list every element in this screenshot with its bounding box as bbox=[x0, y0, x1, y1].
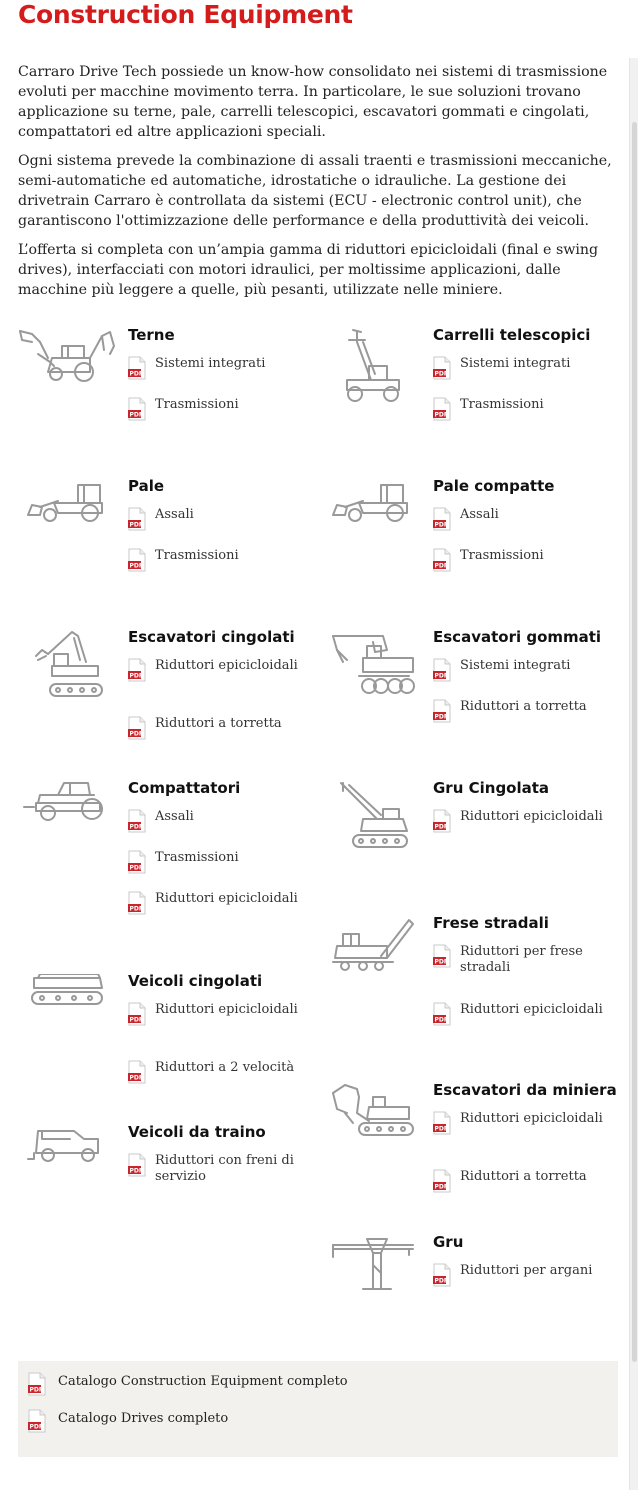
pdf-link-label: Trasmissioni bbox=[460, 397, 544, 412]
pdf-icon bbox=[128, 1002, 146, 1026]
pdf-link-label: Riduttori a torretta bbox=[155, 716, 282, 731]
category-title: Escavatori da miniera bbox=[433, 1081, 617, 1099]
pdf-icon bbox=[433, 1169, 451, 1193]
svg-text:PDF: PDF bbox=[129, 411, 143, 419]
svg-text:PDF: PDF bbox=[434, 1016, 448, 1024]
svg-text:PDF: PDF bbox=[434, 672, 448, 680]
pdf-link-label: Riduttori epicicloidali bbox=[460, 809, 603, 824]
pdf-icon bbox=[128, 1153, 146, 1177]
pdf-link-label: Riduttori per frese stradali bbox=[460, 944, 583, 975]
road-milling-icon bbox=[323, 916, 423, 996]
pdf-icon bbox=[433, 699, 451, 723]
pdf-icon bbox=[433, 944, 451, 968]
svg-text:PDF: PDF bbox=[434, 562, 448, 570]
tower-crane-icon bbox=[323, 1235, 423, 1315]
page-title: Construction Equipment bbox=[18, 0, 353, 29]
svg-text:PDF: PDF bbox=[129, 730, 143, 738]
pdf-link-label: Assali bbox=[155, 507, 194, 522]
compactor-icon bbox=[18, 781, 118, 861]
svg-text:PDF: PDF bbox=[434, 411, 448, 419]
pdf-icon bbox=[433, 1263, 451, 1287]
svg-text:PDF: PDF bbox=[29, 1423, 43, 1431]
pdf-link-label: Assali bbox=[155, 809, 194, 824]
svg-text:PDF: PDF bbox=[129, 370, 143, 378]
svg-text:PDF: PDF bbox=[434, 370, 448, 378]
backhoe-loader-icon bbox=[18, 328, 118, 408]
category-title: Pale bbox=[128, 477, 165, 495]
pdf-link-label: Riduttori epicicloidali bbox=[155, 658, 298, 673]
category-title: Terne bbox=[128, 326, 175, 344]
pdf-icon bbox=[433, 1111, 451, 1135]
pdf-link-label: Riduttori epicicloidali bbox=[155, 891, 298, 906]
crawler-crane-icon bbox=[323, 781, 423, 861]
category-title: Gru Cingolata bbox=[433, 779, 550, 797]
catalog-download-panel bbox=[18, 1361, 618, 1457]
catalog-link-label: Catalogo Drives completo bbox=[58, 1411, 229, 1426]
category-title: Carrelli telescopici bbox=[433, 326, 591, 344]
catalog-link-label: Catalogo Construction Equipment completo bbox=[58, 1374, 348, 1389]
pdf-link-label: Sistemi integrati bbox=[460, 356, 571, 371]
pdf-link-label: Riduttori epicicloidali bbox=[460, 1002, 603, 1017]
pdf-link-label: Sistemi integrati bbox=[155, 356, 266, 371]
pdf-link-label: Riduttori per argani bbox=[460, 1263, 593, 1278]
scrollbar[interactable] bbox=[629, 58, 638, 1490]
compact-loader-icon bbox=[323, 479, 423, 559]
category-title: Escavatori gommati bbox=[433, 628, 602, 646]
crawler-excavator-icon bbox=[18, 630, 118, 710]
pdf-icon bbox=[128, 356, 146, 380]
svg-text:PDF: PDF bbox=[434, 958, 448, 966]
pdf-icon bbox=[128, 397, 146, 421]
category-title: Frese stradali bbox=[433, 914, 549, 932]
pdf-link-label: Riduttori con freni di servizio bbox=[155, 1153, 294, 1184]
pdf-icon bbox=[28, 1409, 46, 1433]
category-title: Veicoli cingolati bbox=[128, 972, 263, 990]
pdf-icon bbox=[433, 397, 451, 421]
pdf-icon bbox=[433, 548, 451, 572]
svg-text:PDF: PDF bbox=[434, 823, 448, 831]
pdf-link-label: Riduttori epicicloidali bbox=[460, 1111, 603, 1126]
pdf-icon bbox=[128, 716, 146, 740]
pdf-icon bbox=[433, 809, 451, 833]
pdf-icon bbox=[128, 1060, 146, 1084]
svg-text:PDF: PDF bbox=[434, 1125, 448, 1133]
pdf-link-label: Sistemi integrati bbox=[460, 658, 571, 673]
pdf-link-label: Riduttori a 2 velocità bbox=[155, 1060, 295, 1075]
intro-paragraph-2: Ogni sistema prevede la combinazione di assali traenti e trasmissioni meccaniche, semi-automatiche ed automatiche, idrostatiche o idrauliche. La gestione dei drivetrain Carraro è controllata da sistemi (ECU - electronic control unit), che garantiscono l'ottimizzazione delle performance e della produttività dei veicoli. bbox=[18, 153, 612, 229]
wheel-loader-icon bbox=[18, 479, 118, 559]
svg-text:PDF: PDF bbox=[434, 1183, 448, 1191]
svg-text:PDF: PDF bbox=[129, 1016, 143, 1024]
pdf-icon bbox=[433, 1002, 451, 1026]
pdf-icon bbox=[128, 658, 146, 682]
svg-text:PDF: PDF bbox=[129, 521, 143, 529]
pdf-icon bbox=[128, 850, 146, 874]
svg-text:PDF: PDF bbox=[129, 905, 143, 913]
pdf-link-label: Riduttori a torretta bbox=[460, 1169, 587, 1184]
pdf-icon bbox=[433, 356, 451, 380]
pdf-icon bbox=[433, 507, 451, 531]
wheeled-excavator-icon bbox=[323, 630, 423, 710]
intro-text bbox=[18, 62, 618, 309]
intro-paragraph-3: L’offerta si completa con un’ampia gamma di riduttori epicicloidali (final e swing drives), interfacciati con motori idraulici, per moltissime applicazioni, dalle macchine più leggere a quelle, più pesanti, utilizzate nelle miniere. bbox=[18, 242, 599, 298]
pdf-icon bbox=[128, 548, 146, 572]
pdf-icon bbox=[128, 507, 146, 531]
svg-text:PDF: PDF bbox=[129, 864, 143, 872]
towing-vehicle-icon bbox=[18, 1125, 118, 1205]
pdf-link-label: Trasmissioni bbox=[155, 850, 239, 865]
svg-text:PDF: PDF bbox=[129, 823, 143, 831]
category-title: Escavatori cingolati bbox=[128, 628, 295, 646]
scrollbar-thumb[interactable] bbox=[632, 122, 637, 1362]
category-title: Pale compatte bbox=[433, 477, 555, 495]
svg-text:PDF: PDF bbox=[129, 672, 143, 680]
pdf-link-label: Trasmissioni bbox=[155, 548, 239, 563]
svg-text:PDF: PDF bbox=[129, 562, 143, 570]
svg-text:PDF: PDF bbox=[29, 1386, 43, 1394]
svg-text:PDF: PDF bbox=[129, 1167, 143, 1175]
mining-excavator-icon bbox=[323, 1083, 423, 1163]
pdf-link-label: Riduttori epicicloidali bbox=[155, 1002, 298, 1017]
intro-paragraph-1: Carraro Drive Tech possiede un know-how consolidato nei sistemi di trasmissione evoluti per macchine movimento terra. In particolare, le sue soluzioni trovano applicazione su terne, pale, carrelli telescopici, escavatori gommati e cingolati, compattatori ed altre applicazioni speciali. bbox=[18, 64, 608, 140]
tracked-vehicle-icon bbox=[18, 974, 118, 1054]
pdf-icon bbox=[28, 1372, 46, 1396]
telehandler-icon bbox=[323, 328, 423, 408]
svg-text:PDF: PDF bbox=[434, 521, 448, 529]
pdf-link-label: Trasmissioni bbox=[460, 548, 544, 563]
category-title: Veicoli da traino bbox=[128, 1123, 266, 1141]
pdf-link-label: Trasmissioni bbox=[155, 397, 239, 412]
category-title: Gru bbox=[433, 1233, 464, 1251]
pdf-icon bbox=[128, 891, 146, 915]
pdf-link-label: Assali bbox=[460, 507, 499, 522]
pdf-link-label: Riduttori a torretta bbox=[460, 699, 587, 714]
svg-text:PDF: PDF bbox=[129, 1074, 143, 1082]
category-title: Compattatori bbox=[128, 779, 241, 797]
pdf-icon bbox=[433, 658, 451, 682]
svg-text:PDF: PDF bbox=[434, 1277, 448, 1285]
svg-text:PDF: PDF bbox=[434, 713, 448, 721]
pdf-icon bbox=[128, 809, 146, 833]
